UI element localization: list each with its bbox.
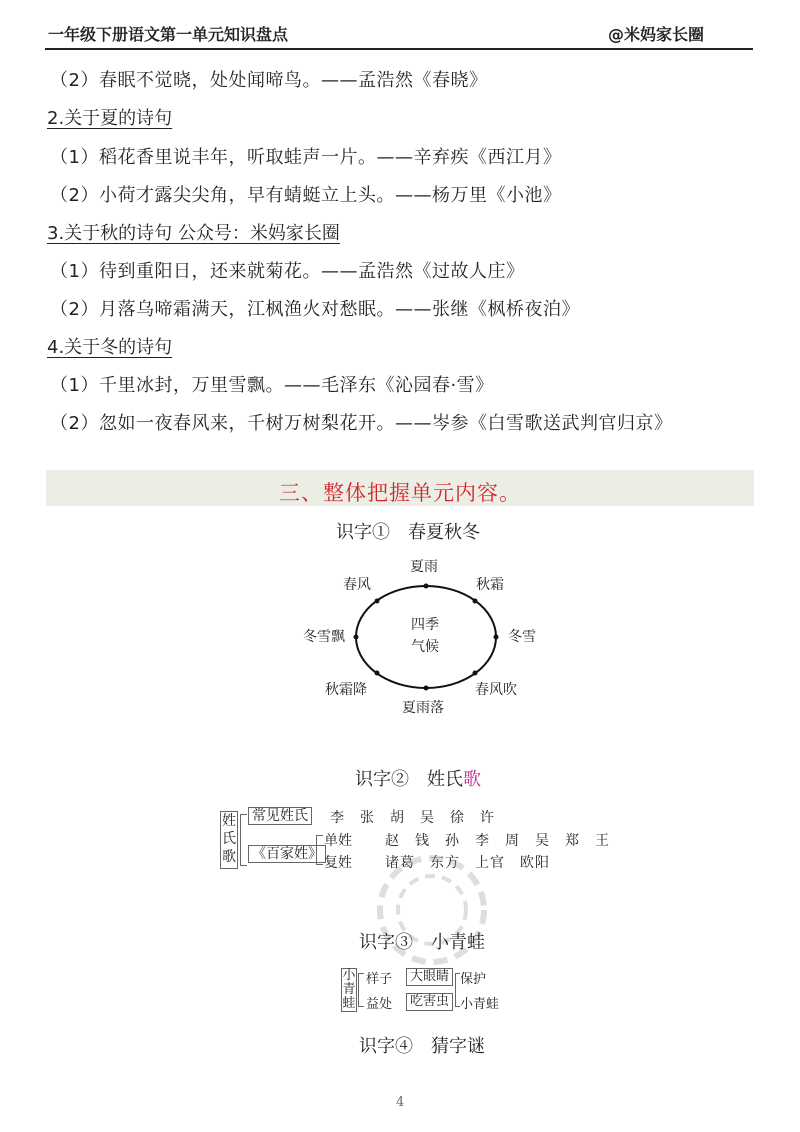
poem-summer-2: （2）小荷才露尖尖角，早有蜻蜓立上头。——杨万里《小池》 (50, 185, 562, 206)
double-surnames: 诸葛 东方 上官 欧阳 (385, 855, 550, 871)
book-label: 《百家姓》 (248, 845, 326, 863)
lesson2-title-highlight: 歌 (463, 769, 481, 790)
document-title: 一年级下册语文第一单元知识盘点 (48, 25, 289, 44)
lesson2-title (355, 765, 481, 791)
frog-row1-b: 大眼睛 (406, 968, 453, 986)
frog-row1-c: 保护 (460, 972, 487, 987)
center-label-top: 四季 (411, 617, 439, 633)
cycle-dot (375, 599, 380, 604)
label-bottom-left: 秋霜降 (325, 682, 367, 698)
label-top-right: 秋霜 (476, 577, 504, 593)
poem-autumn-2: （2）月落乌啼霜满天，江枫渔火对愁眠。——张继《枫桥夜泊》 (50, 299, 580, 320)
cycle-dot (494, 635, 499, 640)
cycle-dot (375, 671, 380, 676)
common-surnames: 李 张 胡 吴 徐 许 (330, 810, 495, 826)
heading-autumn: 3.关于秋的诗句 公众号：米妈家长圈 (47, 223, 340, 244)
header-divider (45, 48, 753, 50)
frog-row2-c: 小青蛙 (460, 997, 500, 1012)
cycle-dot (473, 599, 478, 604)
tree-root-surnames: 姓氏歌 (220, 811, 238, 869)
lesson3-title: 识字③ 小青蛙 (359, 932, 485, 953)
single-surnames: 赵 钱 孙 李 周 吴 郑 王 (385, 833, 610, 849)
frog-row2-a: 益处 (366, 997, 393, 1012)
single-surname-label: 单姓 (324, 833, 352, 849)
tree-root-frog: 小青蛙 (342, 968, 356, 1011)
cycle-dot (354, 635, 359, 640)
poem-winter-1: （1）千里冰封，万里雪飘。——毛泽东《沁园春·雪》 (50, 375, 494, 396)
label-left: 冬雪飘 (303, 629, 345, 645)
double-surname-label: 复姓 (324, 855, 352, 871)
center-label-bottom: 气候 (411, 639, 439, 655)
poem-winter-2: （2）忽如一夜春风来，千树万树梨花开。——岑参《白雪歌送武判官归京》 (50, 413, 673, 434)
label-top: 夏雨 (410, 559, 438, 575)
heading-winter: 4.关于冬的诗句 (47, 337, 173, 358)
frog-row2-b: 吃害虫 (406, 993, 453, 1011)
cycle-dot (424, 584, 429, 589)
frog-row1-a: 样子 (366, 972, 393, 987)
lesson4-title: 识字④ 猜字谜 (359, 1036, 485, 1057)
label-bottom: 夏雨落 (402, 700, 444, 716)
common-surnames-label: 常见姓氏 (248, 807, 312, 825)
page-number: 4 (396, 1095, 405, 1110)
poem-autumn-1: （1）待到重阳日，还来就菊花。——孟浩然《过故人庄》 (50, 261, 525, 282)
label-bottom-right: 春风吹 (475, 682, 517, 698)
label-right: 冬雪 (508, 629, 536, 645)
brace-book (316, 835, 323, 865)
lesson2-title-main: 识字② 姓氏 (355, 769, 463, 790)
brace-frog (358, 973, 364, 1007)
poem-spring-2: （2）春眠不觉晓，处处闻啼鸟。——孟浩然《春晓》 (50, 70, 488, 91)
heading-summer: 2.关于夏的诗句 (47, 108, 173, 129)
account-name: @米妈家长圈 (607, 25, 704, 44)
brace-main (240, 814, 247, 866)
poem-summer-1: （1）稻花香里说丰年，听取蛙声一片。——辛弃疾《西江月》 (50, 147, 562, 168)
lesson1-title: 识字① 春夏秋冬 (336, 522, 480, 543)
section-title: 三、整体把握单元内容。 (279, 481, 521, 505)
cycle-dot (424, 686, 429, 691)
label-top-left: 春风 (343, 577, 371, 593)
cycle-dot (473, 671, 478, 676)
